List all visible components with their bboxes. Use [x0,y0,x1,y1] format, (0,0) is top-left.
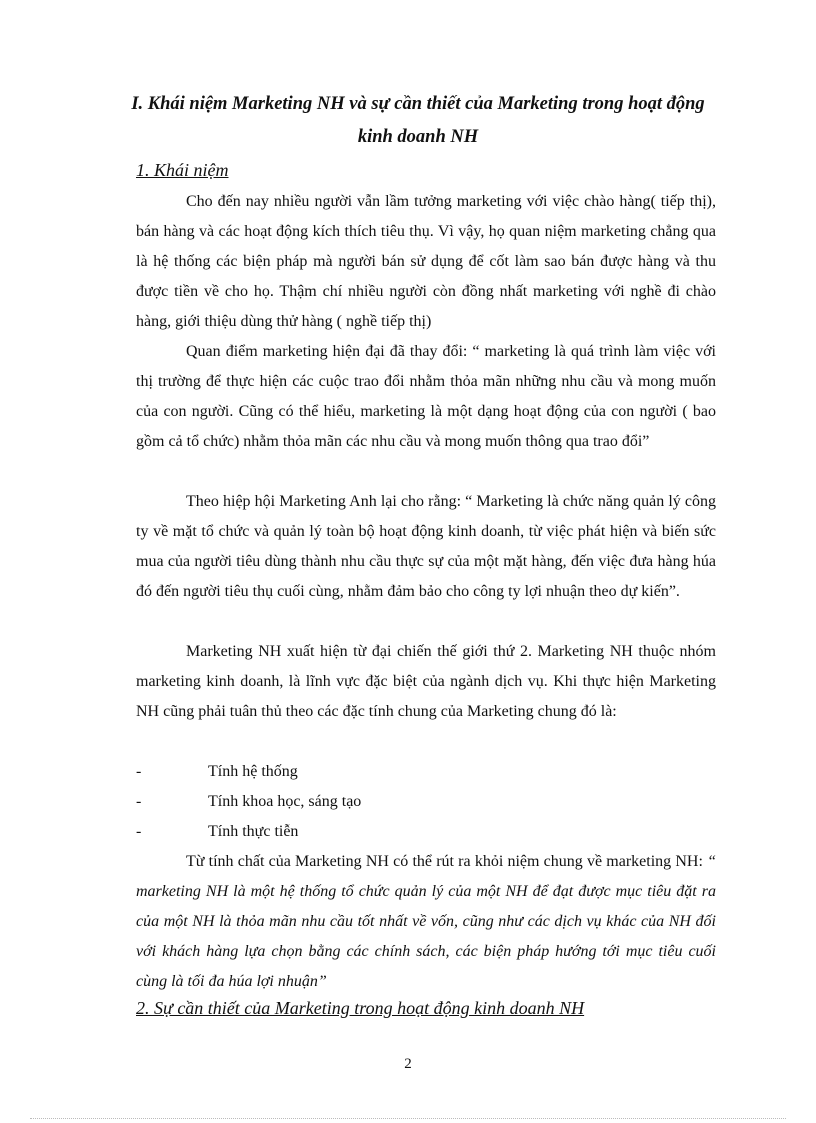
bullet-text: Tính hệ thống [208,763,298,780]
definition-quote: “ marketing NH là một hệ thống tổ chức quản lý của một NH để đạt được mục tiêu đặt ra của một NH là thỏa mãn nhu cầu tốt nhất về vốn, cũng như các dịch vụ khác của NH đối với khách hàng lựa chọn bằng các chính sách, các biện pháp hướng tới mục tiêu cuối cùng là tối đa húa lợi nhuận” [136,853,716,990]
paragraph: Cho đến nay nhiều người vẫn lầm tưởng marketing với việc chào hàng( tiếp thị), bán hàng và các hoạt động kích thích tiêu thụ. Vì vậy, họ quan niệm marketing chẳng qua là hệ thống các biện pháp mà người bán sử dụng để cốt làm sao bán được hàng và thu được tiền về cho họ. Thậm chí nhiều người còn đồng nhất marketing với nghề đi chào hàng, giới thiệu dùng thử hàng ( nghề tiếp thị) [136,193,716,330]
bullet-text: Tính khoa học, sáng tạo [208,793,362,810]
bullet-dash: - [136,823,142,840]
page-bottom-divider [30,1118,786,1119]
paragraph: Quan điểm marketing hiện đại đã thay đổi: “ marketing là quá trình làm việc với thị trường để thực hiện các cuộc trao đổi nhằm thỏa mãn những nhu cầu và mong muốn của con người. Cũng có thể hiểu, marketing là một dạng hoạt động của con người ( bao gồm cả tổ chức) nhằm thỏa mãn các nhu cầu và mong muốn thông qua trao đổi” [136,343,716,450]
bullet-text: Tính thực tiễn [208,823,299,840]
bullet-item [136,787,361,817]
paragraph: Theo hiệp hội Marketing Anh lại cho rằng: “ Marketing là chức năng quản lý công ty về mặt tổ chức và quản lý toàn bộ hoạt động kinh doanh, từ việc phát hiện và biến sức mua của người tiêu dùng thành nhu cầu thực sự của một mặt hàng, đến việc đưa hàng húa đó đến người tiêu thụ cuối cùng, nhằm đảm bảo cho công ty lợi nhuận theo dự kiến”. [136,493,716,600]
bullet-item [136,817,298,847]
conclusion-paragraph [136,847,716,997]
bullet-dash: - [136,763,142,780]
section-heading-su-can-thiet: 2. Sự cần thiết của Marketing trong hoạt động kinh doanh NH [136,998,585,1018]
bullet-item [136,757,298,787]
section-heading-khai-niem: 1. Khái niệm [136,160,229,180]
bullet-dash: - [136,793,142,810]
page-number: 2 [404,1056,412,1072]
document-title: I. Khái niệm Marketing NH và sự cần thiết của Marketing trong hoạt động kinh doanh NH [131,94,705,147]
paragraph: Marketing NH xuất hiện từ đại chiến thế giới thứ 2. Marketing NH thuộc nhóm marketing kinh doanh, là lĩnh vực đặc biệt của ngành dịch vụ. Khi thực hiện Marketing NH cũng phải tuân thủ theo các đặc tính chung của Marketing chung đó là: [136,643,716,720]
conclusion-intro: Từ tính chất của Marketing NH có thể rút ra khỏi niệm chung về marketing NH: [186,853,708,870]
